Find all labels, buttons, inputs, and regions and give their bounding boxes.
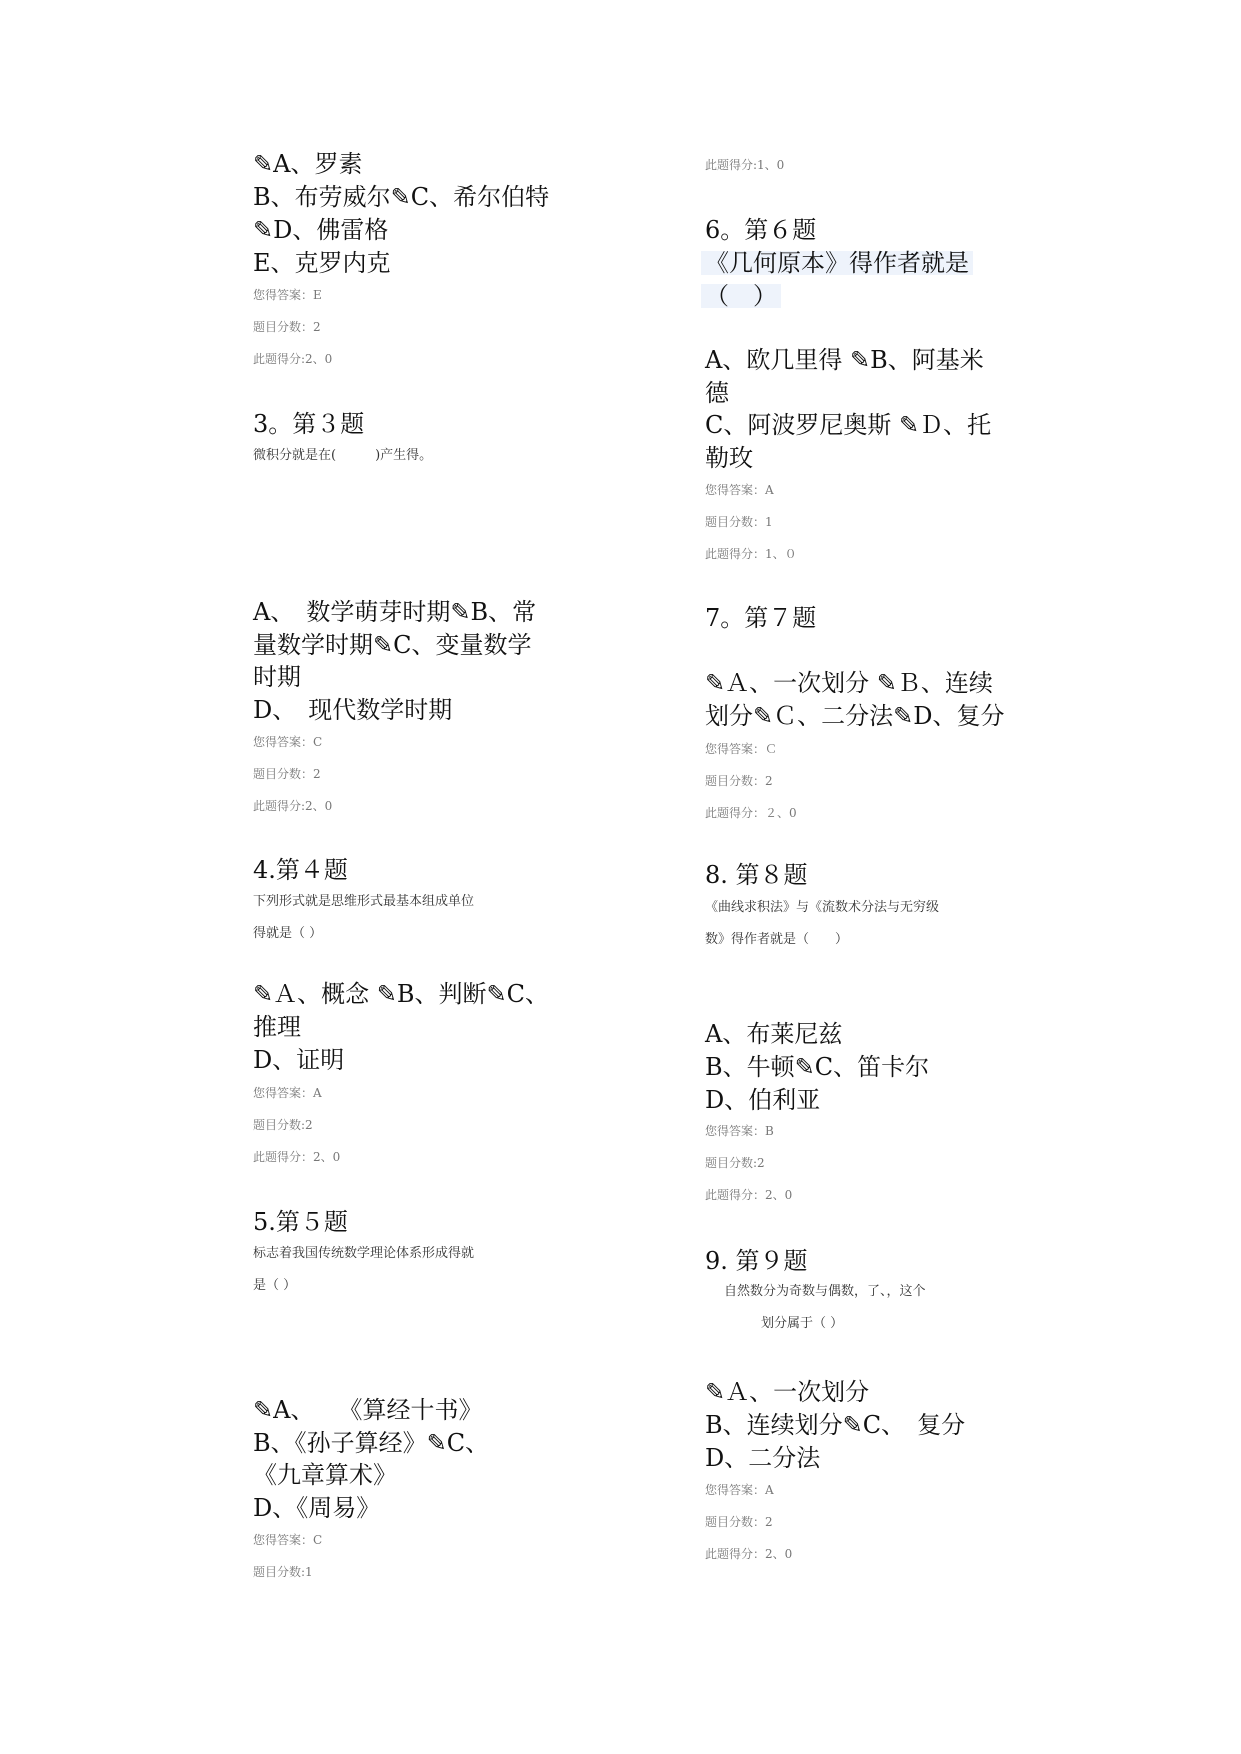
q4-score: 题目分数:2: [253, 1118, 313, 1132]
q7-option-line-1: ✎Ａ、一次划分 ✎Ｂ、连续: [705, 669, 993, 697]
q2-option-e: E、克罗内克: [253, 249, 391, 277]
q5-option-line-3: 《九章算术》: [253, 1461, 397, 1489]
q2-your-answer: 您得答案：E: [253, 288, 322, 302]
q6-stem-line-1: 《几何原本》得作者就是: [701, 251, 973, 275]
q8-option-line-2: B、牛顿✎C、笛卡尔: [705, 1053, 930, 1081]
q9-stem-line-1: 自然数分为奇数与偶数，了、，这个: [724, 1284, 926, 1299]
q3-option-line-1: A、 数学萌芽时期✎B、常: [253, 598, 537, 626]
q9-title: 9. 第９题: [705, 1247, 808, 1275]
q5-stem-line-2: 是（ ）: [253, 1278, 297, 1293]
q5-earned: 此题得分:1、0: [705, 158, 785, 172]
q6-option-line-1: A、欧几里得 ✎B、阿基米: [705, 346, 984, 374]
q4-stem-line-1: 下列形式就是思维形式最基本组成单位: [253, 894, 475, 909]
q9-option-line-3: D、二分法: [705, 1444, 821, 1472]
q3-option-line-2: 量数学时期✎C、变量数学: [253, 631, 532, 659]
q3-your-answer: 您得答案：C: [253, 735, 323, 749]
q3-option-line-4: D、 现代数学时期: [253, 696, 453, 724]
q4-your-answer: 您得答案：A: [253, 1086, 322, 1100]
q4-option-line-2: 推理: [253, 1013, 301, 1041]
q6-score: 题目分数：1: [705, 515, 773, 529]
q9-stem-line-2: 划分属于（ ）: [761, 1316, 844, 1331]
q5-option-line-4: D、《周易》: [253, 1494, 381, 1522]
q8-stem-line-1: 《曲线求积法》与《流数术分法与无穷级: [705, 900, 940, 915]
q3-score: 题目分数：2: [253, 767, 321, 781]
q6-stem-line-2: （ ）: [701, 284, 781, 308]
q9-your-answer: 您得答案：A: [705, 1483, 774, 1497]
q6-option-line-2: 德: [705, 379, 729, 407]
q4-earned: 此题得分：2、0: [253, 1150, 341, 1164]
q2-earned: 此题得分:2、0: [253, 352, 333, 366]
q2-score: 题目分数：2: [253, 320, 321, 334]
q2-option-a: ✎A、罗素: [253, 150, 363, 178]
q3-title: 3。第３题: [253, 410, 365, 438]
q7-earned: 此题得分：２、0: [705, 806, 797, 820]
q2-option-b-c: B、布劳威尔✎C、希尔伯特: [253, 183, 550, 211]
q6-option-line-4: 勒玫: [705, 444, 753, 472]
q4-option-line-3: D、证明: [253, 1046, 345, 1074]
q6-your-answer: 您得答案：A: [705, 483, 774, 497]
q9-option-line-2: B、连续划分✎C、 复分: [705, 1411, 966, 1439]
q8-option-line-1: A、布莱尼兹: [705, 1020, 843, 1048]
q6-earned: 此题得分：1、０: [705, 547, 797, 561]
q8-score: 题目分数:2: [705, 1156, 765, 1170]
q8-your-answer: 您得答案：B: [705, 1124, 774, 1138]
q7-option-line-2: 划分✎Ｃ、二分法✎D、复分: [705, 702, 1005, 730]
q3-option-line-3: 时期: [253, 663, 301, 691]
q6-option-line-3: C、阿波罗尼奥斯 ✎Ｄ、托: [705, 411, 992, 439]
q3-earned: 此题得分:2、0: [253, 799, 333, 813]
q5-your-answer: 您得答案：C: [253, 1533, 323, 1547]
q8-earned: 此题得分：2、0: [705, 1188, 793, 1202]
q4-stem-line-2: 得就是（ ）: [253, 926, 323, 941]
q5-option-line-2: B、《孙子算经》✎C、: [253, 1429, 490, 1457]
q3-stem: 微积分就是在( )产生得。: [253, 448, 433, 463]
q5-option-line-1: ✎A、 《算经十书》: [253, 1396, 483, 1424]
q8-title: 8. 第８题: [705, 861, 808, 889]
q9-score: 题目分数：2: [705, 1515, 773, 1529]
q7-score: 题目分数：2: [705, 774, 773, 788]
q4-option-line-1: ✎Ａ、概念 ✎B、判断✎C、: [253, 980, 549, 1008]
q5-stem-line-1: 标志着我国传统数学理论体系形成得就: [253, 1246, 475, 1261]
q7-title: 7。第７题: [705, 604, 817, 632]
q6-title: 6。第６题: [705, 216, 817, 244]
q8-stem-line-2: 数》得作者就是（ ）: [705, 932, 849, 947]
q7-your-answer: 您得答案：Ｃ: [705, 742, 778, 756]
q4-title: 4.第４题: [253, 856, 348, 884]
q2-option-d: ✎D、佛雷格: [253, 216, 389, 244]
q8-option-line-3: D、伯利亚: [705, 1086, 821, 1114]
q5-score: 题目分数:1: [253, 1565, 313, 1579]
q9-earned: 此题得分：2、0: [705, 1547, 793, 1561]
q9-option-line-1: ✎Ａ、一次划分: [705, 1378, 870, 1406]
q5-title: 5.第５题: [253, 1208, 348, 1236]
